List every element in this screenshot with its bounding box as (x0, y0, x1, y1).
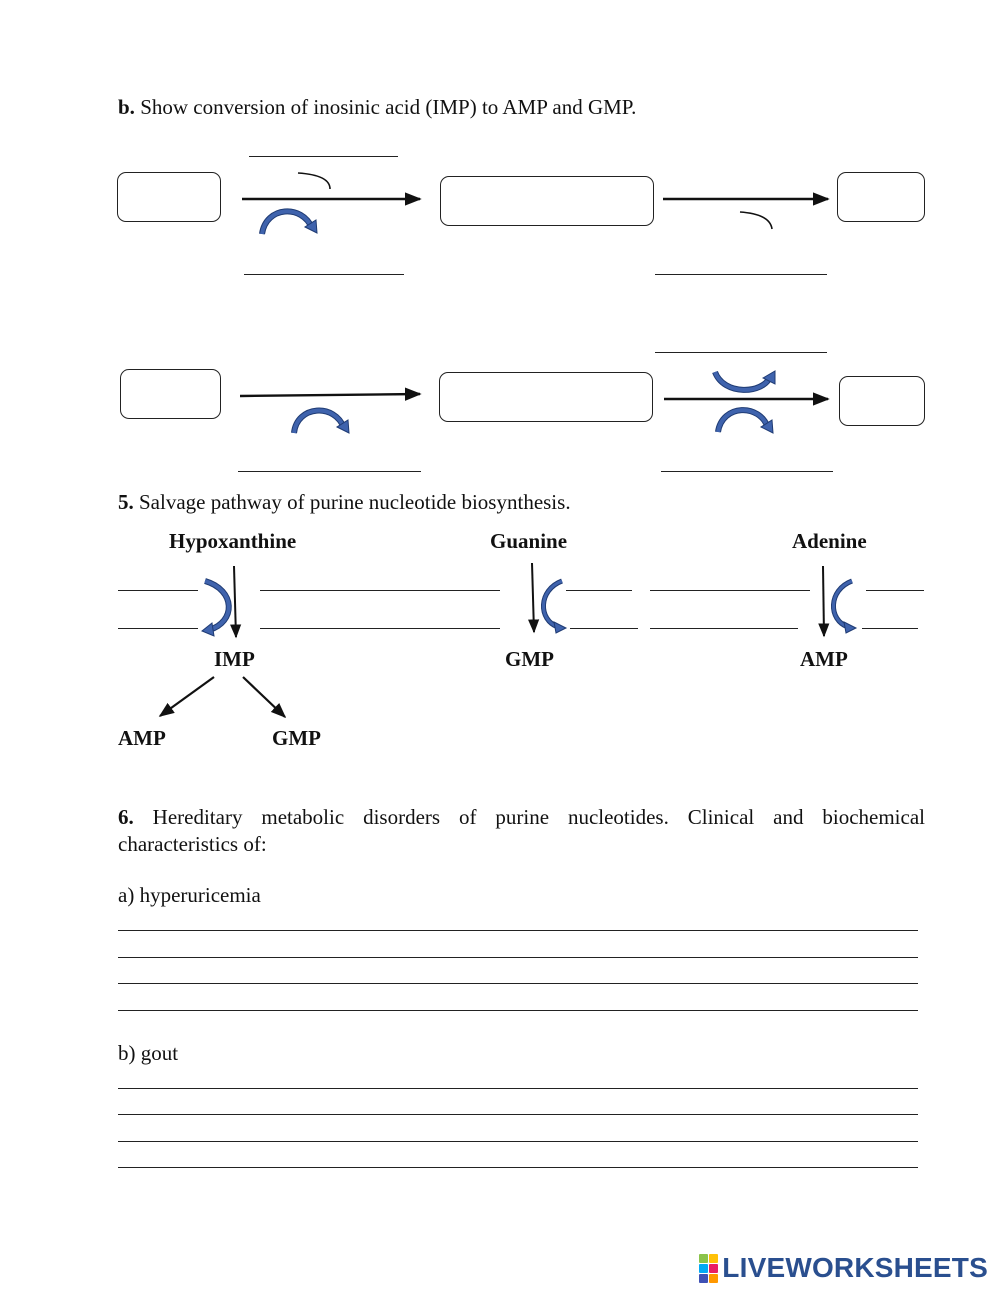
item-a-answer-line-2[interactable] (118, 957, 918, 958)
liveworksheets-brand-text: LIVEWORKSHEETS (722, 1252, 988, 1283)
row1-enzyme-blank-right[interactable] (655, 274, 827, 275)
hypoxanthine-curved-arrow-icon (202, 581, 229, 636)
hypoxanthine-blank-right-bottom[interactable] (260, 628, 500, 629)
question-6-number: 6. (118, 805, 134, 829)
question-5-text: Salvage pathway of purine nucleotide biosynthesis. (133, 490, 571, 514)
row2-cofactor-blank-left[interactable] (238, 471, 421, 472)
question-b-text: Show conversion of inosinic acid (IMP) to AMP and GMP. (134, 95, 637, 119)
row2-middle-box[interactable] (439, 372, 653, 422)
item-b-label: b) gout (118, 1041, 179, 1065)
adenine-blank-left-bottom[interactable] (650, 628, 798, 629)
guanine-down-arrow (532, 563, 534, 632)
adenine-blank-right-bottom[interactable] (862, 628, 918, 629)
adenine-blank-right-top[interactable] (866, 590, 924, 591)
product-imp: IMP (214, 647, 255, 671)
guanine-curved-arrow-icon (543, 581, 566, 633)
row1-middle-box[interactable] (440, 176, 654, 226)
base-adenine: Adenine (792, 529, 867, 553)
adenine-blank-left-top[interactable] (650, 590, 810, 591)
row1-cofactor-blank-left[interactable] (244, 274, 404, 275)
row2-end-box[interactable] (839, 376, 925, 426)
guanine-blank-right-bottom[interactable] (570, 628, 638, 629)
item-b-answer-line-4[interactable] (118, 1167, 918, 1168)
question-5 (118, 492, 571, 513)
branch-amp: AMP (118, 726, 166, 750)
item-a-answer-line-4[interactable] (118, 1010, 918, 1011)
item-b-answer-line-3[interactable] (118, 1141, 918, 1142)
row1-side-hook (298, 173, 330, 189)
item-a-answer-line-3[interactable] (118, 983, 918, 984)
item-b-answer-line-2[interactable] (118, 1114, 918, 1115)
base-hypoxanthine: Hypoxanthine (169, 529, 297, 553)
adenine-curved-arrow-icon (833, 581, 856, 633)
hypoxanthine-blank-right-top[interactable] (260, 590, 500, 591)
product-gmp: GMP (505, 647, 554, 671)
item-a-answer-line-1[interactable] (118, 930, 918, 931)
imp-to-amp-arrow (160, 677, 214, 716)
liveworksheets-logo (699, 1252, 988, 1284)
row2-curved-arrow-top-icon (715, 371, 775, 390)
liveworksheets-logo-icon (699, 1254, 718, 1283)
hypoxanthine-blank-left-top[interactable] (118, 590, 198, 591)
row2-start-box[interactable] (120, 369, 221, 419)
question-6 (118, 804, 925, 858)
row1-end-box[interactable] (837, 172, 925, 222)
question-b (118, 97, 636, 118)
question-6-text: Hereditary metabolic disorders of purine nucleotides. Clinical and biochemical characteristics of: (118, 805, 925, 856)
hypoxanthine-blank-left-bottom[interactable] (118, 628, 198, 629)
row2-reaction-arrow-1 (240, 394, 420, 396)
item-a-label: a) hyperuricemia (118, 883, 261, 907)
row2-enzyme-blank-top[interactable] (655, 352, 827, 353)
row2-curved-arrow-icon (294, 411, 349, 433)
hypoxanthine-down-arrow (234, 566, 236, 637)
base-guanine: Guanine (490, 529, 568, 553)
imp-to-gmp-arrow (243, 677, 285, 717)
guanine-blank-right-top[interactable] (566, 590, 632, 591)
row1-enzyme-blank-top[interactable] (249, 156, 398, 157)
row1-side-hook-2 (740, 212, 772, 229)
question-b-number: b. (118, 95, 135, 119)
row1-curved-arrow-icon (262, 211, 317, 234)
row1-start-box[interactable] (117, 172, 221, 222)
item-b-answer-line-1[interactable] (118, 1088, 918, 1089)
adenine-down-arrow (823, 566, 824, 636)
question-5-number: 5. (118, 490, 134, 514)
product-amp: AMP (800, 647, 848, 671)
row2-cofactor-blank-right[interactable] (661, 471, 833, 472)
branch-gmp: GMP (272, 726, 321, 750)
row2-curved-arrow-bottom-icon (718, 410, 773, 433)
